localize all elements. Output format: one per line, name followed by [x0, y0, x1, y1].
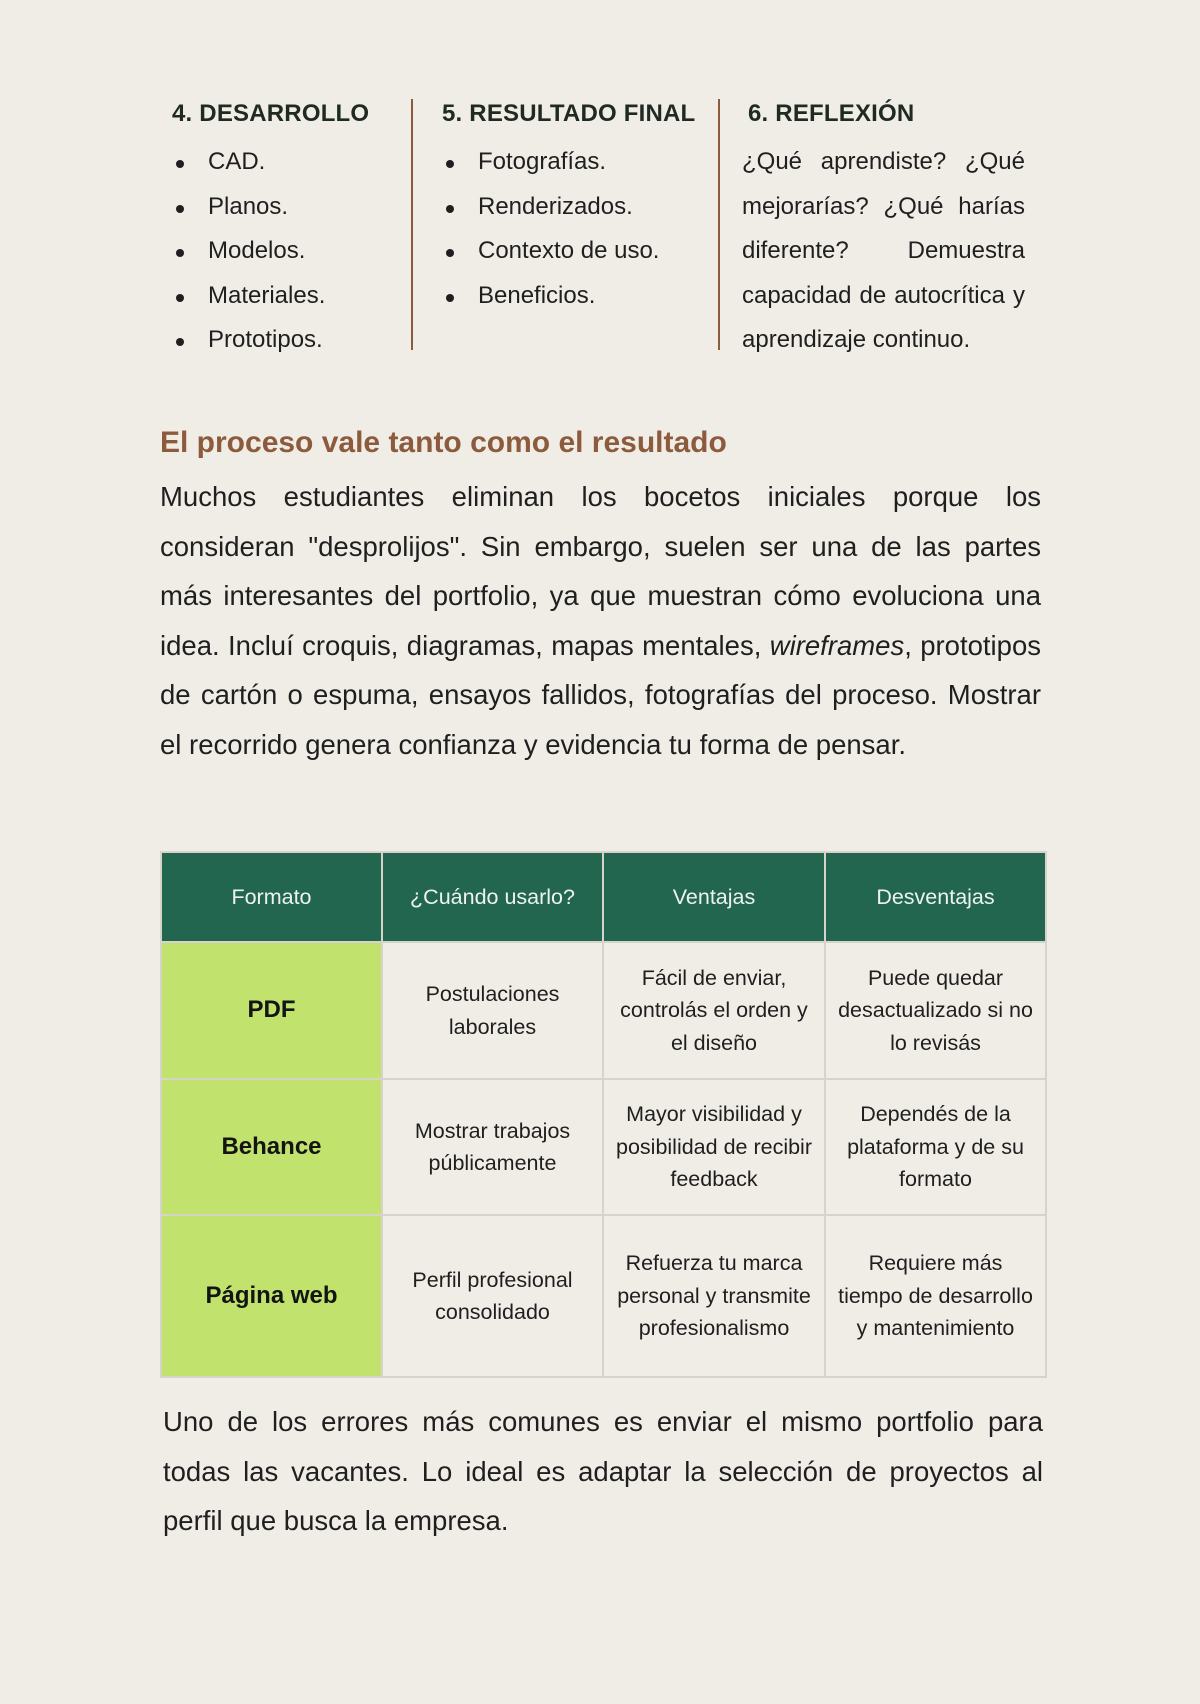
bullet-list — [442, 140, 742, 318]
bullet-list — [172, 140, 402, 363]
list-item: Renderizados. — [442, 185, 742, 230]
paragraph-text: Muchos estudiantes eliminan los bocetos iniciales porque los consideran "desprolijos". Sin embargo, suelen ser una de las partes más interesantes del portfolio, ya que muestran cómo evoluciona una idea. Incluí croquis, diagramas, mapas mentales, — [160, 481, 1041, 661]
list-item: Materiales. — [172, 274, 402, 319]
format-cell: Behance — [161, 1079, 382, 1215]
list-item: Beneficios. — [442, 274, 742, 319]
table-cell: Mayor visibilidad y posibilidad de recibir feedback — [603, 1079, 825, 1215]
list-item: Modelos. — [172, 229, 402, 274]
format-comparison-table — [160, 851, 1047, 1378]
column-header: Ventajas — [603, 852, 825, 942]
step-heading: 4. DESARROLLO — [172, 100, 370, 127]
format-cell: Página web — [161, 1215, 382, 1377]
table-cell: Fácil de enviar, controlás el orden y el diseño — [603, 942, 825, 1079]
step-heading: 6. REFLEXIÓN — [748, 100, 915, 127]
process-steps — [160, 96, 1045, 352]
table-header-row — [161, 852, 1046, 942]
list-item: Fotografías. — [442, 140, 742, 185]
section-paragraph — [160, 472, 1041, 769]
table-cell: Requiere más tiempo de desarrollo y mantenimiento — [825, 1215, 1046, 1377]
column-header: Desventajas — [825, 852, 1046, 942]
column-header: Formato — [161, 852, 382, 942]
list-item: Prototipos. — [172, 318, 402, 363]
step-reflexion — [742, 96, 1045, 352]
table-cell: Mostrar trabajos públicamente — [382, 1079, 603, 1215]
list-item: CAD. — [172, 140, 402, 185]
table-cell: Perfil profesional consolidado — [382, 1215, 603, 1377]
list-item: Contexto de uso. — [442, 229, 742, 274]
table-cell: Dependés de la plataforma y de su formato — [825, 1079, 1046, 1215]
step-desarrollo — [172, 96, 402, 352]
list-item: Planos. — [172, 185, 402, 230]
paragraph-emphasis: wireframes — [769, 629, 905, 661]
format-cell: PDF — [161, 942, 382, 1079]
table-cell: Postulaciones laborales — [382, 942, 603, 1079]
step-heading: 5. RESULTADO FINAL — [442, 100, 696, 127]
table-cell: Refuerza tu marca personal y transmite profesionalismo — [603, 1215, 825, 1377]
column-divider — [718, 99, 720, 350]
step-resultado-final — [442, 96, 742, 352]
paragraph-text: , prototipos de cartón o espuma, ensayos fallidos, fotografías del proceso. Mostrar el recorrido genera confianza y evidencia tu forma de pensar. — [160, 629, 1041, 760]
table-row — [161, 1215, 1046, 1377]
column-divider — [411, 99, 413, 350]
table-cell: Puede quedar desactualizado si no lo revisás — [825, 942, 1046, 1079]
section-title: El proceso vale tanto como el resultado — [160, 426, 727, 459]
table-row — [161, 942, 1046, 1079]
step-text: ¿Qué aprendiste? ¿Qué mejorarías? ¿Qué harías diferente? Demuestra capacidad de autocrítica y aprendizaje continuo. — [742, 148, 1025, 354]
closing-paragraph: Uno de los errores más comunes es enviar el mismo portfolio para todas las vacantes. Lo ideal es adaptar la selección de proyectos al perfil que busca la empresa. — [163, 1406, 1043, 1536]
table-row — [161, 1079, 1046, 1215]
column-header: ¿Cuándo usarlo? — [382, 852, 603, 942]
